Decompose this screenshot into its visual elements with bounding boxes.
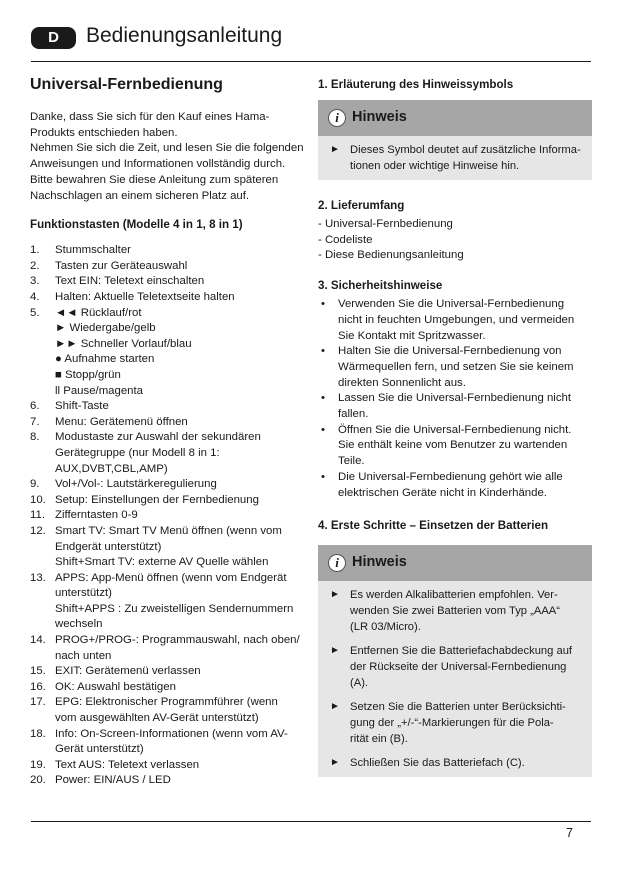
function-key-item (30, 290, 307, 306)
function-key-item (30, 477, 307, 493)
item-number: 19. (30, 758, 46, 771)
item-text: nach unten (55, 649, 112, 662)
section-4-heading: 4. Erste Schritte – Einsetzen der Batterien (318, 519, 549, 533)
function-key-item (30, 664, 307, 680)
info-icon: i (328, 554, 346, 572)
left-column (30, 76, 307, 789)
item-text: ►► Schneller Vorlauf/blau (55, 337, 192, 350)
bullet-icon: • (321, 298, 325, 311)
item-number: 17. (30, 696, 46, 709)
notice-header (318, 100, 592, 136)
function-key-item (30, 415, 307, 431)
page-header (31, 24, 591, 63)
item-text: ■ Stopp/grün (55, 368, 121, 381)
notice-line: (LR 03/Micro). (350, 621, 421, 634)
item-number: 6. (30, 400, 40, 413)
safety-list (318, 297, 592, 501)
item-number: 4. (30, 291, 40, 303)
notice-line: rität ein (B). (350, 733, 408, 746)
notice-box (318, 100, 592, 180)
triangle-bullet-icon: ► (330, 757, 340, 769)
item-text: Vol+/Vol-: Lautstärkeregulierung (55, 478, 217, 491)
list-item: - Universal-Fernbedienung (318, 218, 453, 230)
notice-item (328, 699, 584, 747)
item-text: APPS: App-Menü öffnen (wenn vom Endgerät (55, 571, 287, 584)
notice-line: Es werden Alkalibatterien empfohlen. Ver- (350, 589, 558, 602)
function-key-item (30, 306, 307, 400)
item-number: 11. (30, 509, 45, 522)
page-number: 7 (566, 826, 573, 840)
item-text: Text AUS: Teletext verlassen (55, 758, 200, 771)
notice-line: Entfernen Sie die Batteriefachabdeckung auf (350, 645, 573, 658)
function-key-item (30, 680, 307, 696)
item-text: Halten: Aktuelle Teletextseite halten (55, 291, 235, 303)
list-item: - Diese Bedienungsanleitung (318, 249, 464, 262)
item-text: AUX,DVBT,CBL,AMP) (55, 462, 168, 475)
item-text: Gerät unterstützt) (55, 743, 144, 756)
bullet-icon: • (321, 392, 325, 405)
function-key-item (30, 274, 307, 290)
item-number: 13. (30, 571, 46, 584)
item-text: ● Aufnahme starten (55, 353, 155, 366)
notice-line: gung der „+/-“-Markierungen für die Pola- (350, 717, 554, 730)
item-text: wechseln (55, 618, 103, 631)
notice-line: tionen oder wichtige Hinweise hin. (350, 160, 520, 172)
notice-item (328, 587, 584, 635)
notice-line: Dieses Symbol deutet auf zusätzliche Informa- (350, 144, 581, 156)
item-text: ll Pause/magenta (55, 384, 144, 397)
notice-line: wenden Sie zwei Batterien vom Typ „AAA“ (350, 605, 560, 618)
notice-body (318, 136, 592, 180)
intro-paragraph (30, 110, 307, 204)
item-number: 9. (30, 478, 40, 491)
safety-line: Halten Sie die Universal-Fernbedienung von (338, 345, 562, 358)
function-key-item (30, 508, 307, 524)
section-3-heading: 3. Sicherheitshinweise (318, 279, 443, 293)
list-item: - Codeliste (318, 233, 373, 246)
safety-line: nicht in feuchten Umgebungen, und vermeiden (338, 313, 575, 326)
function-key-item (30, 259, 307, 275)
function-key-item (30, 727, 307, 758)
function-key-item (30, 773, 307, 789)
safety-line: Sie Kontakt mit Spritzwasser. (338, 329, 486, 342)
triangle-bullet-icon: ► (330, 589, 340, 601)
safety-line: direkten Sonnenlicht aus. (338, 376, 466, 389)
package-contents-list (318, 217, 592, 264)
safety-line: fallen. (338, 408, 369, 421)
triangle-bullet-icon: ► (330, 701, 340, 713)
safety-line: Verwenden Sie die Universal-Fernbedienung (338, 298, 565, 311)
item-text: Setup: Einstellungen der Fernbedienung (55, 493, 259, 506)
item-number: 20. (30, 774, 46, 787)
safety-line: Öffnen Sie die Universal-Fernbedienung nicht. (338, 423, 572, 436)
function-key-item (30, 399, 307, 415)
function-key-item (30, 695, 307, 726)
safety-line: Sie enthält keine vom Benutzer zu wartenden (338, 439, 568, 452)
language-badge: D (31, 27, 76, 49)
function-key-item (30, 430, 307, 477)
safety-item (318, 470, 592, 501)
function-keys-heading: Funktionstasten (Modelle 4 in 1, 8 in 1) (30, 218, 243, 232)
item-text: Shift+Smart TV: externe AV Quelle wählen (55, 556, 269, 569)
function-key-item (30, 633, 307, 664)
item-text: Text EIN: Teletext einschalten (55, 275, 205, 288)
item-text: Shift-Taste (55, 400, 109, 413)
item-number: 15. (30, 665, 46, 678)
intro-line: Anweisungen und Informationen vollständig durch. (30, 158, 286, 171)
notice-item (328, 643, 584, 691)
notice-box (318, 545, 592, 777)
item-text: Menu: Gerätemenü öffnen (55, 415, 188, 428)
item-number: 5. (30, 306, 40, 319)
section-1-heading: 1. Erläuterung des Hinweissymbols (318, 78, 514, 91)
notice-item (328, 142, 584, 174)
intro-line: Bitte bewahren Sie diese Anleitung zum späteren (30, 173, 279, 186)
safety-item (318, 344, 592, 391)
notice-title: Hinweis (352, 109, 407, 125)
item-number: 3. (30, 275, 40, 288)
info-icon: i (328, 109, 346, 127)
item-text: ► Wiedergabe/gelb (55, 322, 156, 335)
safety-item (318, 391, 592, 422)
item-text: Stummschalter (55, 244, 131, 257)
item-text: Info: On-Screen-Informationen (wenn vom AV- (55, 727, 288, 740)
intro-line: Nachschlagen an einem sicheren Platz auf. (30, 189, 250, 202)
section-2-heading: 2. Lieferumfang (318, 199, 405, 212)
function-key-item (30, 571, 307, 633)
function-key-item (30, 243, 307, 259)
footer-divider (31, 821, 591, 822)
item-number: 14. (30, 634, 46, 647)
safety-item (318, 423, 592, 470)
item-text: OK: Auswahl bestätigen (55, 680, 176, 693)
item-number: 2. (30, 259, 40, 272)
item-text: Modustaste zur Auswahl der sekundären (55, 431, 261, 444)
item-number: 8. (30, 431, 40, 444)
header-divider (31, 61, 591, 62)
right-column (318, 78, 592, 777)
item-number: 1. (30, 244, 40, 257)
triangle-bullet-icon: ► (330, 645, 340, 657)
bullet-icon: • (321, 423, 325, 436)
function-key-item (30, 524, 307, 571)
safety-line: Wärmequellen fern, und setzen Sie sie keinem (338, 360, 574, 373)
safety-item (318, 297, 592, 344)
manual-title: Bedienungsanleitung (86, 24, 283, 47)
item-text: PROG+/PROG-: Programmauswahl, nach oben/ (55, 634, 300, 647)
item-text: Endgerät unterstützt) (55, 540, 162, 553)
safety-line: elektrischen Geräte nicht in Kinderhände. (338, 486, 547, 499)
item-text: Smart TV: Smart TV Menü öffnen (wenn vom (55, 524, 282, 537)
notice-line: der Rückseite der Universal-Fernbedienung (A). (350, 661, 567, 690)
function-key-item (30, 758, 307, 774)
item-number: 18. (30, 727, 46, 740)
notice-title: Hinweis (352, 554, 407, 571)
item-number: 12. (30, 524, 46, 537)
item-text: unterstützt) (55, 587, 112, 600)
item-number: 16. (30, 680, 46, 693)
item-text: vom ausgewählten AV-Gerät unterstützt) (55, 712, 259, 725)
item-text: EXIT: Gerätemenü verlassen (55, 665, 201, 678)
item-text: ◄◄ Rücklauf/rot (55, 306, 142, 319)
item-text: Power: EIN/AUS / LED (55, 774, 171, 787)
product-title: Universal-Fernbedienung (30, 76, 223, 93)
item-text: Gerätegruppe (nur Modell 8 in 1: (55, 446, 220, 459)
notice-line: Schließen Sie das Batteriefach (C). (350, 757, 525, 770)
notice-header (318, 545, 592, 581)
item-text: Zifferntasten 0-9 (55, 509, 138, 522)
notice-item (328, 755, 584, 771)
notice-body (318, 581, 592, 777)
item-number: 10. (30, 493, 46, 506)
item-text: EPG: Elektronischer Programmführer (wenn (55, 696, 278, 709)
function-key-item (30, 493, 307, 509)
bullet-icon: • (321, 470, 325, 483)
safety-line: Lassen Sie die Universal-Fernbedienung nicht (338, 392, 572, 405)
intro-line: Produkts entschieden haben. (30, 126, 178, 139)
notice-line: Setzen Sie die Batterien unter Berücksichti- (350, 701, 566, 714)
safety-line: Die Universal-Fernbedienung gehört wie alle (338, 470, 563, 483)
item-text: Shift+APPS : Zu zweistelligen Sendernummern (55, 602, 294, 615)
function-keys-list (30, 243, 307, 789)
intro-line: Danke, dass Sie sich für den Kauf eines Hama- (30, 111, 270, 123)
intro-line: Nehmen Sie sich die Zeit, und lesen Sie die folgenden (30, 142, 304, 155)
triangle-bullet-icon: ► (330, 144, 340, 155)
item-number: 7. (30, 415, 40, 428)
bullet-icon: • (321, 345, 325, 358)
item-text: Tasten zur Geräteauswahl (55, 259, 188, 272)
safety-line: Teile. (338, 455, 365, 468)
